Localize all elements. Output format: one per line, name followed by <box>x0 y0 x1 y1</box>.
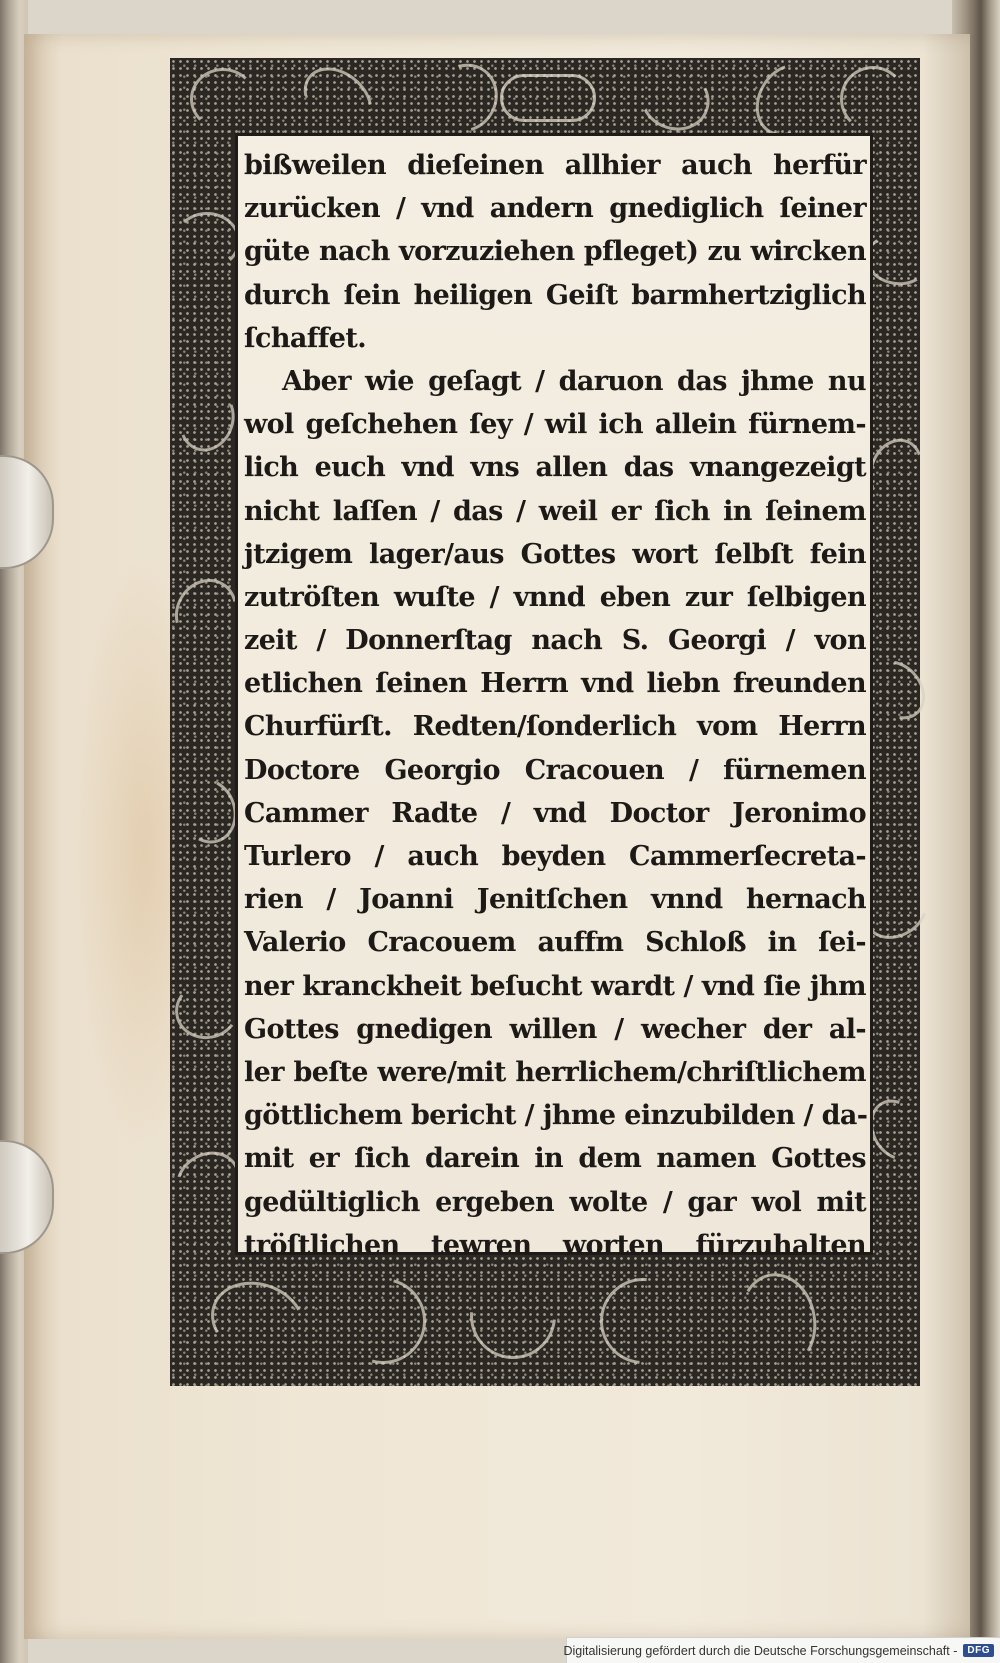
scroll-ornament <box>170 976 243 1044</box>
digitization-footer <box>563 1637 1000 1663</box>
text-line: gedültiglich ergeben wolte / gar wol mit <box>244 1186 866 1218</box>
text-line: göttlichem bericht / jhme einzubilden / da- <box>244 1100 868 1132</box>
text-line: zeit / Donnerſtag nach S. Georgi / von <box>244 625 866 657</box>
text-line: Valerio Cracouem auffm Schloß in ſei- <box>244 927 866 959</box>
text-line: Aber wie geſagt / daruon das jhme nu <box>282 365 866 397</box>
text-line: wol geſchehen ſey / wil ich allein fürnem- <box>244 409 866 441</box>
text-line: zutröſten wuſte / vnnd eben zur ſelbigen <box>244 581 866 613</box>
text-block <box>238 136 870 1261</box>
scroll-ornament <box>200 1269 316 1373</box>
text-line: bißweilen dieſeinen allhier auch herfür <box>244 150 866 181</box>
scroll-ornament <box>171 381 244 460</box>
text-line: Doctore Georgio Cracouen / fürnemen <box>244 754 866 786</box>
text-line: güte nach vorzuziehen pfleget) zu wircken <box>244 236 866 268</box>
text-line: Churfürſt. Redten/ſonderlich vom Herrn <box>244 711 866 743</box>
scroll-ornament <box>582 1260 703 1381</box>
scroll-ornament <box>840 66 906 132</box>
text-line: mit er ſich darein in dem namen Gottes <box>244 1143 866 1175</box>
text-line: lich euch vnd vns allen das vnangezeigt <box>244 452 866 484</box>
text-line: Gottes gnedigen willen / wecher der al- <box>244 1013 866 1045</box>
text-line: jtzigem lager/aus Gottes wort ſelbſt fein <box>244 538 866 570</box>
scroll-ornament <box>174 212 240 270</box>
text-line: durch ſein heiligen Geiſt barmhertziglich <box>244 279 866 311</box>
text-line: tröſtlichen tewren worten fürzuhalten <box>244 1229 866 1261</box>
text-lines <box>238 144 870 1267</box>
scroll-ornament <box>452 1255 573 1376</box>
text-line: Cammer Radte / vnd Doctor Jeronimo <box>244 797 866 829</box>
scroll-ornament <box>163 568 249 657</box>
scroll-ornament <box>291 54 385 146</box>
scroll-ornament <box>732 1267 824 1375</box>
text-line: rien / Joanni Jenitſchen vnnd hernach <box>244 884 866 916</box>
text-line: ner kranckheit beſucht wardt / vnd ſie jhm <box>244 970 866 1002</box>
text-line: ſchaffet. <box>244 322 367 354</box>
dfg-logo-icon: DFG <box>963 1644 994 1657</box>
scroll-ornament <box>743 52 833 148</box>
scroll-ornament <box>420 52 510 145</box>
text-line: nicht laſſen / das / weil er ſich in ſeinem <box>244 495 866 527</box>
funding-credit: Digitalisierung gefördert durch die Deutsche Forschungsgemeinschaft - <box>563 1643 958 1658</box>
text-line: ler beſte were/mit herrlichem/chriſtlichem <box>244 1056 866 1088</box>
text-line: Turlero / auch beyden Cammerſecreta- <box>244 841 866 872</box>
text-line: zurücken / vnd andern gnediglich ſeiner <box>244 193 866 225</box>
scroll-ornament <box>632 58 719 140</box>
scroll-ornament <box>324 1262 441 1379</box>
oval-ornament <box>500 74 596 122</box>
text-line: etlichen ſeinen Herrn vnd liebn freunden <box>244 668 866 700</box>
scroll-ornament <box>190 68 256 130</box>
scroll-ornament <box>170 770 245 851</box>
